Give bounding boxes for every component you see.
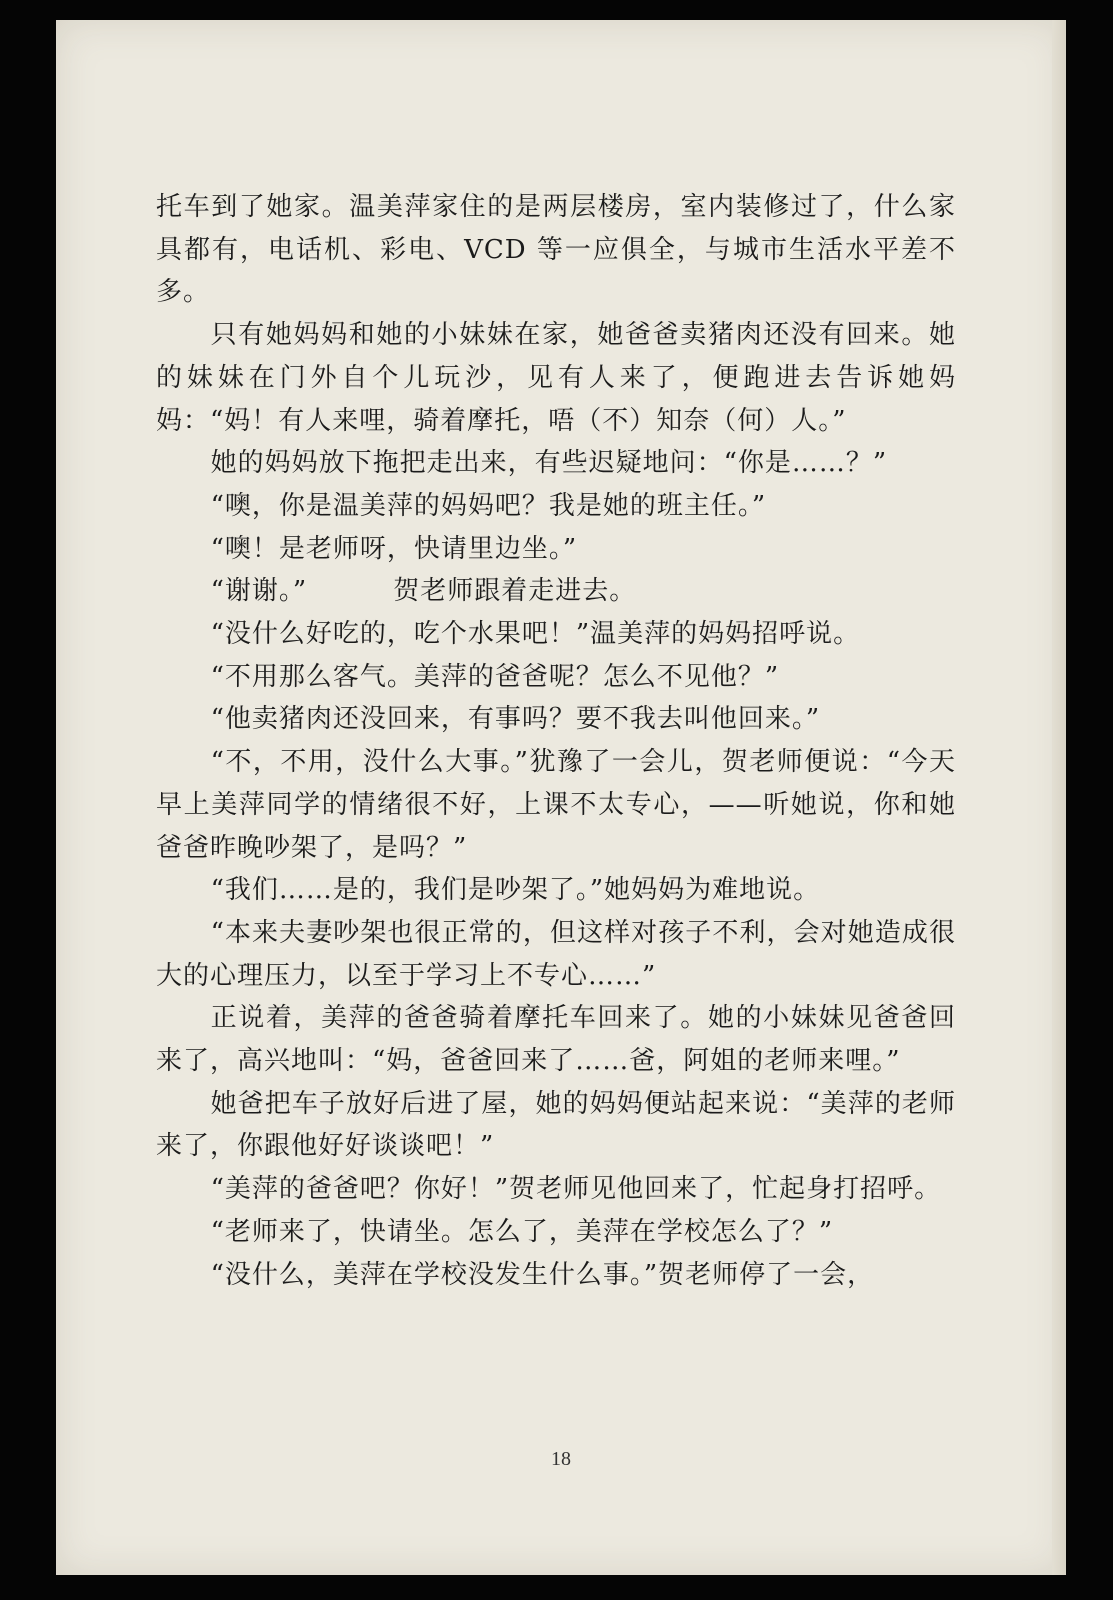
page-edge: [1052, 20, 1066, 1575]
dialogue-quote: “谢谢。”: [210, 576, 308, 607]
paragraph: 只有她妈妈和她的小妹妹在家，她爸爸卖猪肉还没有回来。她的妹妹在门外自个儿玩沙，见有人来了，便跑进去告诉她妈妈：“妈！有人来哩，骑着摩托，唔（不）知奈（何）人。”: [156, 320, 956, 436]
paragraph: “美萍的爸爸吧？你好！”贺老师见他回来了，忙起身打招呼。: [210, 1174, 942, 1205]
paragraph: “没什么，美萍在学校没发生什么事。”贺老师停了一会，: [210, 1259, 875, 1290]
paragraph: “他卖猪肉还没回来，有事吗？要不我去叫他回来。”: [210, 704, 821, 735]
book-page: [56, 20, 1066, 1575]
paragraph: 托车到了她家。温美萍家住的是两层楼房，室内装修过了，什么家具都有，电话机、彩电、VCD 等一应俱全，与城市生活水平差不多。: [156, 192, 956, 308]
body-text: [156, 186, 956, 1296]
paragraph: 正说着，美萍的爸爸骑着摩托车回来了。她的小妹妹见爸爸回来了，高兴地叫：“妈，爸爸回来了……爸，阿姐的老师来哩。”: [156, 1003, 956, 1077]
paragraph: “噢！是老师呀，快请里边坐。”: [210, 533, 578, 564]
paragraph: “噢，你是温美萍的妈妈吧？我是她的班主任。”: [210, 490, 767, 521]
paragraph: 她的妈妈放下拖把走出来，有些迟疑地问：“你是……？”: [210, 448, 888, 479]
page-number: 18: [551, 1448, 571, 1470]
paragraph: “本来夫妻吵架也很正常的，但这样对孩子不利，会对她造成很大的心理压力，以至于学习上不专心……”: [156, 917, 956, 991]
paragraph: “我们……是的，我们是吵架了。”她妈妈为难地说。: [210, 875, 821, 906]
paragraph: [156, 570, 956, 613]
paragraph: “没什么好吃的，吃个水果吧！”温美萍的妈妈招呼说。: [210, 619, 861, 650]
paragraph: 她爸把车子放好后进了屋，她的妈妈便站起来说：“美萍的老师来了，你跟他好好谈谈吧！”: [156, 1088, 956, 1162]
paragraph: “不用那么客气。美萍的爸爸呢？怎么不见他？”: [210, 661, 780, 692]
narration: 贺老师跟着走进去。: [393, 576, 637, 607]
paragraph: “老师来了，快请坐。怎么了，美萍在学校怎么了？”: [210, 1216, 834, 1247]
paragraph: “不，不用，没什么大事。”犹豫了一会儿，贺老师便说：“今天早上美萍同学的情绪很不好，上课不太专心，——听她说，你和她爸爸昨晚吵架了，是吗？”: [156, 747, 956, 863]
